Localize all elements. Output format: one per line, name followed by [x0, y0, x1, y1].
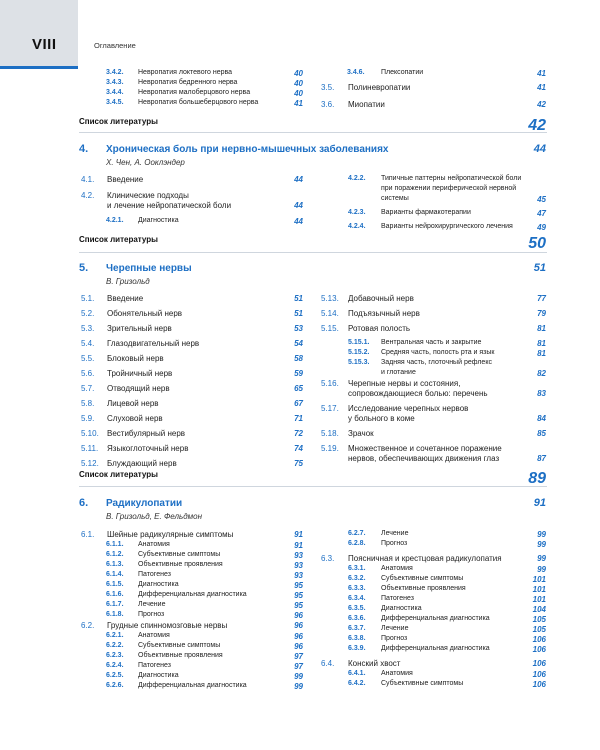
toc-entry-number: 6.1.5.	[106, 581, 124, 588]
toc-entry-title: Средняя часть, полость рта и язык	[381, 349, 495, 356]
toc-entry-page: 93	[294, 561, 303, 570]
toc-entry-page: 95	[294, 581, 303, 590]
toc-entry-number: 6.1.4.	[106, 571, 124, 578]
toc-entry-page: 105	[532, 615, 546, 624]
toc-entry-number: 5.5.	[81, 354, 95, 363]
toc-entry-page: 74	[294, 444, 303, 453]
toc-entry-title: Объективные проявления	[138, 652, 223, 659]
chapter-authors: Х. Чен, А. Ооклэндер	[106, 158, 185, 167]
toc-entry-title: Субъективные симптомы	[381, 575, 464, 582]
toc-entry-number: 6.4.2.	[348, 680, 366, 687]
toc-entry-page: 104	[532, 605, 546, 614]
toc-entry-number: 6.2.	[81, 621, 95, 630]
toc-entry-title: Введение	[107, 294, 144, 303]
toc-entry-title: Блоковый нерв	[107, 354, 164, 363]
toc-entry-title: Субъективные симптомы	[138, 551, 221, 558]
toc-entry-title: Тройничный нерв	[107, 369, 173, 378]
toc-entry-number: 5.15.3.	[348, 359, 370, 366]
toc-entry-number: 6.1.6.	[106, 591, 124, 598]
toc-entry-number: 5.12.	[81, 459, 99, 468]
toc-entry-number: 4.1.	[81, 175, 95, 184]
page-number-tab	[0, 0, 78, 69]
toc-entry-title: Диагностика	[138, 217, 179, 224]
toc-entry-number: 5.6.	[81, 369, 95, 378]
toc-entry-number: 5.18.	[321, 429, 339, 438]
toc-entry-page: 51	[294, 294, 303, 303]
section-divider	[79, 132, 547, 133]
toc-entry-number: 5.4.	[81, 339, 95, 348]
toc-entry-page: 99	[537, 565, 546, 574]
chapter-title: Радикулопатии	[106, 498, 183, 509]
toc-entry-title: Патогенез	[138, 571, 171, 578]
toc-entry-page: 40	[294, 89, 303, 98]
toc-entry-number: 5.15.	[321, 324, 339, 333]
toc-entry-title: Диагностика	[138, 672, 179, 679]
toc-entry-number: 4.2.3.	[348, 209, 366, 216]
toc-entry-title: Невропатия большеберцового нерва	[138, 99, 259, 106]
toc-entry-page: 106	[532, 645, 546, 654]
toc-entry-number: 5.9.	[81, 414, 95, 423]
toc-entry-title: Вентральная часть и закрытие	[381, 339, 482, 346]
toc-entry-title: Лечение	[381, 530, 409, 537]
toc-entry-title: Патогенез	[138, 662, 171, 669]
toc-entry-title: Зрачок	[348, 429, 374, 438]
toc-entry-number: 5.13.	[321, 294, 339, 303]
toc-entry-title: Обонятельный нерв	[107, 309, 183, 318]
toc-entry-number: 6.3.	[321, 554, 335, 563]
toc-entry-title: и глотание	[381, 369, 416, 376]
toc-entry-page: 81	[537, 339, 546, 348]
toc-entry-title: Патогенез	[381, 595, 414, 602]
toc-entry-number: 4.2.	[81, 191, 95, 200]
chapter-page: 44	[533, 143, 546, 155]
toc-entry-title: Подъязычный нерв	[348, 309, 420, 318]
toc-entry-number: 3.4.2.	[106, 69, 124, 76]
toc-entry-number: 6.4.1.	[348, 670, 366, 677]
toc-entry-page: 77	[537, 294, 546, 303]
section-divider	[79, 252, 547, 253]
toc-entry-title: Прогноз	[381, 540, 408, 547]
toc-entry-title: Анатомия	[138, 541, 170, 548]
toc-entry-page: 96	[294, 611, 303, 620]
toc-entry-number: 6.1.	[81, 530, 95, 539]
toc-entry-page: 91	[294, 541, 303, 550]
toc-entry-title: при поражении периферической нервной	[381, 185, 517, 192]
toc-entry-number: 6.2.1.	[106, 632, 124, 639]
toc-entry-number: 6.2.2.	[106, 642, 124, 649]
bibliography-heading: Список литературы	[79, 117, 158, 126]
toc-entry-number: 6.3.8.	[348, 635, 366, 642]
toc-entry-number: 6.3.9.	[348, 645, 366, 652]
toc-entry-title: Объективные проявления	[381, 585, 466, 592]
toc-entry-title: Языкоглоточный нерв	[107, 444, 189, 453]
toc-entry-number: 6.3.1.	[348, 565, 366, 572]
toc-entry-page: 44	[294, 201, 303, 210]
toc-entry-number: 4.2.1.	[106, 217, 124, 224]
toc-entry-page: 91	[294, 530, 303, 539]
chapter-authors: В. Гризольд, Е. Фельдмон	[106, 512, 202, 521]
toc-entry-page: 45	[537, 195, 546, 204]
toc-entry-title: Субъективные симптомы	[381, 680, 464, 687]
toc-entry-page: 106	[532, 680, 546, 689]
toc-entry-title: Диагностика	[138, 581, 179, 588]
toc-entry-title: Дифференциальная диагностика	[381, 645, 490, 652]
toc-entry-page: 81	[537, 324, 546, 333]
toc-entry-number: 6.3.7.	[348, 625, 366, 632]
toc-entry-title: Невропатия бедренного нерва	[138, 79, 238, 86]
toc-entry-title: Дифференциальная диагностика	[138, 591, 247, 598]
toc-entry-page: 41	[537, 83, 546, 92]
chapter-page: 51	[533, 262, 546, 274]
toc-entry-title: и лечение нейропатической боли	[107, 201, 232, 210]
toc-entry-title: Лечение	[381, 625, 409, 632]
toc-entry-page: 99	[294, 672, 303, 681]
toc-entry-page: 59	[294, 369, 303, 378]
toc-entry-page: 51	[294, 309, 303, 318]
toc-entry-number: 3.4.6.	[347, 69, 365, 76]
toc-entry-page: 105	[532, 625, 546, 634]
toc-entry-title: Поясничная и крестцовая радикулопатия	[348, 554, 502, 563]
toc-entry-title: Анатомия	[381, 565, 413, 572]
toc-entry-number: 5.19.	[321, 444, 339, 453]
toc-entry-title: Анатомия	[138, 632, 170, 639]
toc-entry-page: 97	[294, 662, 303, 671]
toc-entry-title: Невропатия малоберцового нерва	[138, 89, 251, 96]
toc-entry-page: 106	[532, 659, 546, 668]
toc-entry-page: 95	[294, 601, 303, 610]
page-number: VIII	[32, 36, 57, 53]
toc-entry-number: 5.14.	[321, 309, 339, 318]
toc-entry-page: 106	[532, 635, 546, 644]
toc-entry-number: 5.16.	[321, 379, 339, 388]
toc-entry-title: Субъективные симптомы	[138, 642, 221, 649]
toc-entry-title: сопровождающиеся болью: перечень	[348, 389, 488, 398]
toc-entry-number: 6.1.3.	[106, 561, 124, 568]
toc-entry-title: Дифференциальная диагностика	[138, 682, 247, 689]
toc-entry-number: 5.3.	[81, 324, 95, 333]
toc-entry-number: 6.3.6.	[348, 615, 366, 622]
bibliography-page: 89	[528, 470, 546, 487]
toc-entry-number: 5.1.	[81, 294, 95, 303]
toc-entry-number: 3.4.5.	[106, 99, 124, 106]
toc-entry-number: 6.1.2.	[106, 551, 124, 558]
bibliography-heading: Список литературы	[79, 235, 158, 244]
bibliography-page: 50	[528, 235, 546, 252]
toc-entry-title: Клинические подходы	[107, 191, 189, 200]
toc-entry-title: у больного в коме	[348, 414, 415, 423]
toc-entry-page: 58	[294, 354, 303, 363]
toc-entry-title: Типичные паттерны нейропатической боли	[381, 175, 522, 182]
toc-entry-page: 87	[537, 454, 546, 463]
toc-entry-page: 95	[294, 591, 303, 600]
toc-entry-number: 3.4.4.	[106, 89, 124, 96]
chapter-number: 5.	[79, 262, 89, 274]
toc-entry-title: Анатомия	[381, 670, 413, 677]
toc-entry-page: 101	[532, 595, 546, 604]
toc-entry-page: 42	[537, 100, 546, 109]
toc-entry-number: 5.8.	[81, 399, 95, 408]
toc-entry-page: 101	[532, 585, 546, 594]
toc-entry-page: 75	[294, 459, 303, 468]
toc-entry-title: Шейные радикулярные симптомы	[107, 530, 234, 539]
toc-entry-page: 83	[537, 389, 546, 398]
toc-entry-page: 54	[294, 339, 303, 348]
bibliography-page: 42	[528, 117, 546, 134]
toc-entry-page: 44	[294, 175, 303, 184]
toc-entry-number: 3.5.	[321, 83, 335, 92]
toc-entry-title: Лечение	[138, 601, 166, 608]
toc-entry-number: 6.1.8.	[106, 611, 124, 618]
toc-entry-number: 6.1.7.	[106, 601, 124, 608]
toc-entry-number: 3.4.3.	[106, 79, 124, 86]
toc-entry-number: 6.3.2.	[348, 575, 366, 582]
toc-entry-title: Введение	[107, 175, 144, 184]
toc-entry-title: Ротовая полость	[348, 324, 411, 333]
toc-entry-title: Грудные спинномозговые нервы	[107, 621, 228, 630]
toc-entry-title: Черепные нервы и состояния,	[348, 379, 461, 388]
toc-entry-page: 41	[537, 69, 546, 78]
toc-entry-number: 5.15.1.	[348, 339, 370, 346]
toc-entry-title: Исследование черепных нервов	[348, 404, 469, 413]
toc-entry-title: системы	[381, 195, 409, 202]
running-head: Оглавление	[94, 41, 136, 50]
toc-entry-title: Варианты нейрохирургического лечения	[381, 223, 513, 230]
toc-entry-title: Варианты фармакотерапии	[381, 209, 471, 216]
toc-entry-number: 6.3.5.	[348, 605, 366, 612]
toc-entry-number: 6.1.1.	[106, 541, 124, 548]
toc-entry-page: 79	[537, 309, 546, 318]
chapter-page: 91	[533, 497, 546, 509]
toc-entry-page: 65	[294, 384, 303, 393]
toc-entry-page: 96	[294, 621, 303, 630]
toc-entry-page: 81	[537, 349, 546, 358]
toc-entry-number: 6.2.4.	[106, 662, 124, 669]
toc-entry-title: нервов, обеспечивающих движения глаз	[348, 454, 500, 463]
toc-entry-number: 5.2.	[81, 309, 95, 318]
toc-entry-page: 82	[537, 369, 546, 378]
toc-entry-page: 47	[537, 209, 546, 218]
toc-entry-page: 41	[294, 99, 303, 108]
toc-entry-page: 99	[537, 540, 546, 549]
toc-entry-page: 53	[294, 324, 303, 333]
toc-entry-page: 106	[532, 670, 546, 679]
toc-entry-page: 93	[294, 551, 303, 560]
toc-entry-number: 5.17.	[321, 404, 339, 413]
toc-entry-title: Лицевой нерв	[107, 399, 159, 408]
toc-entry-number: 6.4.	[321, 659, 335, 668]
toc-entry-title: Задняя часть, глоточный рефлекс	[381, 359, 492, 366]
toc-entry-number: 6.2.3.	[106, 652, 124, 659]
toc-entry-page: 93	[294, 571, 303, 580]
bibliography-heading: Список литературы	[79, 470, 158, 479]
toc-entry-number: 6.3.3.	[348, 585, 366, 592]
toc-entry-number: 4.2.2.	[348, 175, 366, 182]
chapter-number: 4.	[79, 143, 89, 155]
chapter-authors: В. Гризольд	[106, 277, 150, 286]
toc-entry-number: 5.11.	[81, 444, 99, 453]
toc-entry-page: 44	[294, 217, 303, 226]
toc-entry-number: 5.15.2.	[348, 349, 370, 356]
toc-entry-title: Прогноз	[138, 611, 165, 618]
toc-entry-page: 67	[294, 399, 303, 408]
chapter-title: Черепные нервы	[106, 263, 192, 274]
toc-entry-title: Плексопатии	[381, 69, 424, 76]
toc-entry-page: 72	[294, 429, 303, 438]
toc-entry-number: 6.2.6.	[106, 682, 124, 689]
toc-entry-number: 6.2.7.	[348, 530, 366, 537]
toc-entry-page: 96	[294, 632, 303, 641]
toc-entry-title: Глазодвигательный нерв	[107, 339, 200, 348]
toc-entry-page: 101	[532, 575, 546, 584]
toc-entry-number: 4.2.4.	[348, 223, 366, 230]
toc-entry-page: 96	[294, 642, 303, 651]
toc-entry-number: 6.3.4.	[348, 595, 366, 602]
toc-entry-title: Прогноз	[381, 635, 408, 642]
toc-entry-page: 97	[294, 652, 303, 661]
toc-entry-title: Объективные проявления	[138, 561, 223, 568]
toc-entry-number: 6.2.8.	[348, 540, 366, 547]
section-divider	[79, 486, 547, 487]
toc-entry-page: 99	[537, 530, 546, 539]
toc-entry-number: 6.2.5.	[106, 672, 124, 679]
toc-entry-title: Множественное и сочетанное поражение	[348, 444, 502, 453]
toc-entry-number: 3.6.	[321, 100, 335, 109]
toc-entry-page: 71	[294, 414, 303, 423]
toc-entry-page: 99	[294, 682, 303, 691]
toc-entry-title: Добавочный нерв	[348, 294, 414, 303]
toc-entry-title: Полиневропатии	[348, 83, 411, 92]
toc-entry-page: 85	[537, 429, 546, 438]
chapter-number: 6.	[79, 497, 89, 509]
toc-entry-page: 84	[537, 414, 546, 423]
toc-entry-title: Зрительный нерв	[107, 324, 172, 333]
toc-entry-title: Блуждающий нерв	[107, 459, 177, 468]
toc-entry-number: 5.10.	[81, 429, 99, 438]
toc-entry-page: 40	[294, 79, 303, 88]
toc-entry-title: Вестибулярный нерв	[107, 429, 186, 438]
toc-entry-title: Невропатия локтевого нерва	[138, 69, 233, 76]
toc-entry-page: 49	[537, 223, 546, 232]
toc-entry-title: Миопатии	[348, 100, 385, 109]
chapter-title: Хроническая боль при нервно-мышечных заболеваниях	[106, 144, 389, 155]
toc-entry-title: Диагностика	[381, 605, 422, 612]
toc-entry-title: Слуховой нерв	[107, 414, 163, 423]
toc-entry-title: Конский хвост	[348, 659, 401, 668]
toc-entry-title: Отводящий нерв	[107, 384, 170, 393]
toc-entry-title: Дифференциальная диагностика	[381, 615, 490, 622]
toc-entry-number: 5.7.	[81, 384, 95, 393]
toc-entry-page: 99	[537, 554, 546, 563]
toc-entry-page: 40	[294, 69, 303, 78]
